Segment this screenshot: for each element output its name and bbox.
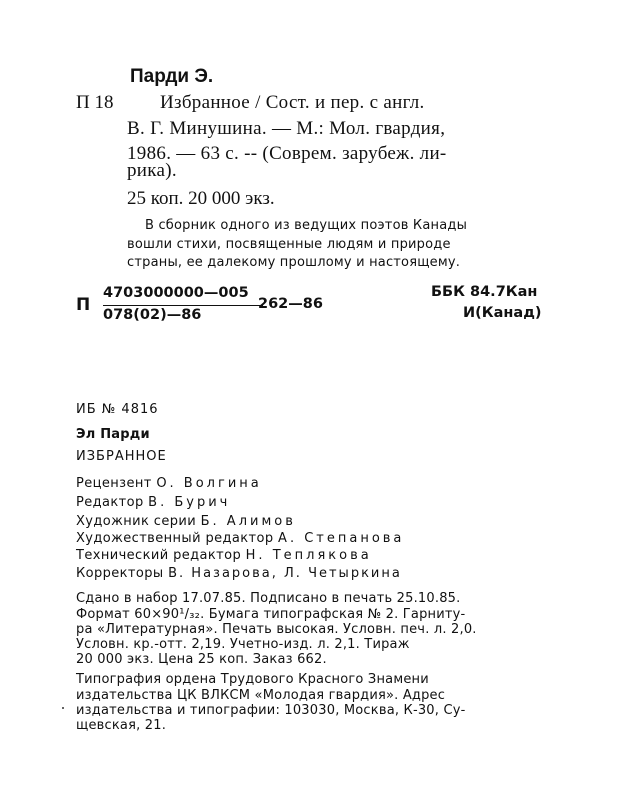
credit-editor — [76, 495, 230, 510]
imprint-author: Эл Парди — [76, 427, 150, 442]
credit-name: А. Степанова — [278, 531, 405, 546]
price-and-run: 25 коп. 20 000 экз. — [127, 188, 275, 209]
fraction-rule — [103, 305, 263, 306]
catalog-line-2: В. Г. Минушина. — М.: Мол. гвардия, — [127, 118, 446, 139]
credit-role: Технический редактор — [76, 548, 246, 563]
credit-role: Художник серии — [76, 514, 201, 529]
bbk-subcode: И(Канад) — [463, 305, 542, 321]
classification-denominator: 078(02)—86 — [103, 307, 202, 323]
classification-numerator: 4703000000—005 — [103, 285, 249, 301]
credit-role: Рецензент — [76, 476, 157, 491]
bbk-code: ББК 84.7Кан — [431, 284, 538, 300]
classification-letter: П — [76, 295, 91, 315]
printer-line-1: Типография ордена Трудового Красного Знамени — [76, 672, 429, 687]
imprint-title: ИЗБРАННОЕ — [76, 449, 167, 464]
credit-role: Редактор — [76, 495, 149, 510]
author-heading: Парди Э. — [130, 66, 214, 87]
tech-line-4: Условн. кр.-отт. 2,19. Учетно-изд. л. 2,1. Тираж — [76, 637, 410, 652]
catalog-line-1: Избранное / Сост. и пер. с англ. — [160, 92, 425, 113]
credit-name: Б. Алимов — [200, 514, 296, 529]
credit-proofreaders — [76, 566, 402, 581]
catalog-index: П 18 — [76, 92, 114, 113]
credit-tech-editor — [76, 548, 372, 563]
tech-line-2: Формат 60×90¹/₃₂. Бумага типографская № 2. Гарниту- — [76, 607, 466, 622]
credit-art-editor — [76, 531, 404, 546]
catalog-line-3: 1986. — 63 с. -- (Соврем. зарубеж. ли- — [127, 143, 447, 164]
tech-line-5: 20 000 экз. Цена 25 коп. Заказ 662. — [76, 652, 327, 667]
tech-line-1: Сдано в набор 17.07.85. Подписано в печать 25.10.85. — [76, 591, 461, 606]
print-speck — [62, 707, 64, 709]
credit-name: Н. Теплякова — [245, 548, 372, 563]
annotation-line-3: страны, ее далекому прошлому и настоящему. — [127, 255, 461, 270]
credit-role: Художественный редактор — [76, 531, 279, 546]
credit-name: В. Назарова, Л. Четыркина — [168, 566, 402, 581]
annotation-line-1: В сборник одного из ведущих поэтов Канады — [145, 218, 468, 233]
printer-line-3: издательства и типографии: 103030, Москва, К-30, Су- — [76, 703, 466, 718]
ib-number: ИБ № 4816 — [76, 402, 159, 417]
credit-reviewer — [76, 476, 262, 491]
credit-series-artist — [76, 514, 296, 529]
catalog-line-4: рика). — [127, 160, 177, 181]
annotation-line-2: вошли стихи, посвященные людям и природе — [127, 237, 451, 252]
tech-line-3: ра «Литературная». Печать высокая. Условн. печ. л. 2,0. — [76, 622, 477, 637]
printer-line-4: щевская, 21. — [76, 718, 167, 733]
printer-line-2: издательства ЦК ВЛКСМ «Молодая гвардия». Адрес — [76, 688, 446, 703]
credit-role: Корректоры — [76, 566, 169, 581]
credit-name: О. Волгина — [156, 476, 262, 491]
credit-name: В. Бурич — [148, 495, 231, 510]
classification-code: 262—86 — [258, 296, 323, 312]
